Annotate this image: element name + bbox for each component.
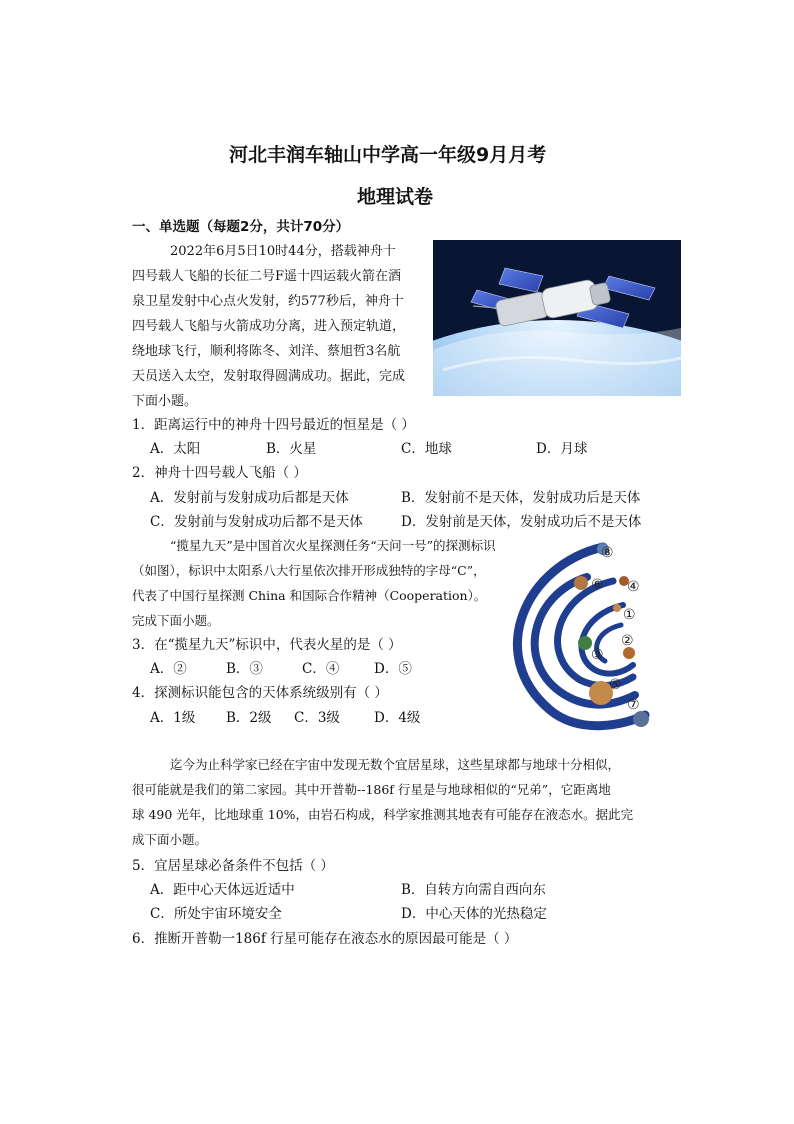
passage-3 — [132, 752, 633, 852]
question-1-stem: 1．距离运行中的神舟十四号最近的恒星是（ ） — [132, 417, 415, 433]
passage-2-line: 代表了中国行星探测 China 和国际合作精神（Cooperation）。 — [132, 588, 487, 603]
planet-6 — [574, 576, 588, 590]
section-heading: 一、单选题（每题2分，共计70分） — [132, 219, 350, 235]
passage-3-line: 成下面小题。 — [132, 832, 208, 847]
passage-1-line: 天员送入太空，发射取得圆满成功。据此，完成 — [132, 369, 406, 384]
passage-3-line: 球 490 光年，比地球重 10%，由岩石构成，科学家推测其地表有可能存在液态水。据此完 — [132, 807, 634, 822]
question-4-option-b[interactable]: B．2级 — [226, 710, 272, 726]
logo-number-1: ① — [623, 607, 636, 623]
logo-number-4: ④ — [627, 579, 640, 595]
question-4-option-d[interactable]: D．4级 — [374, 710, 421, 726]
passage-1-line: 泉卫星发射中心点火发射，约577秒后，神舟十 — [132, 294, 404, 309]
question-2-option-a[interactable]: A．发射前与发射成功后都是天体 — [150, 490, 349, 506]
planet-1 — [613, 604, 621, 612]
logo-number-5: ⑤ — [609, 677, 622, 693]
logo-number-2: ② — [621, 633, 634, 649]
planet-7 — [633, 711, 649, 727]
question-1-option-d[interactable]: D．月球 — [536, 441, 588, 457]
question-2-stem: 2．神舟十四号载人飞船（ ） — [132, 465, 307, 481]
question-6-stem: 6．推断开普勒一186f 行星可能存在液态水的原因最可能是（ ） — [132, 931, 518, 947]
question-5-option-d[interactable]: D．中心天体的光热稳定 — [401, 906, 547, 922]
question-2-option-c[interactable]: C．发射前与发射成功后都不是天体 — [150, 514, 363, 530]
passage-1-line: 四号载人飞船的长征二号F遥十四运载火箭在酒 — [132, 269, 402, 284]
passage-3-line: 很可能就是我们的第二家园。其中开普勒--186f 行星是与地球相似的“兄弟”，它距离地 — [132, 782, 611, 797]
logo-number-8: ⑧ — [601, 545, 614, 561]
question-1-option-a[interactable]: A．太阳 — [150, 441, 201, 457]
logo-number-6: ⑥ — [591, 577, 604, 593]
passage-1-line: 四号载人飞船与火箭成功分离，进入预定轨道， — [132, 319, 406, 334]
logo-number-7: ⑦ — [627, 697, 640, 713]
passage-2 — [132, 533, 496, 633]
question-4-stem: 4．探测标识能包含的天体系统级别有（ ） — [132, 685, 388, 701]
question-2-option-d[interactable]: D．发射前是天体，发射成功后不是天体 — [401, 514, 642, 530]
question-5-stem: 5．宜居星球必备条件不包括（ ） — [132, 858, 334, 874]
question-3-option-a[interactable]: A．② — [150, 661, 187, 677]
passage-2-line: 完成下面小题。 — [132, 613, 220, 628]
passage-3-line: 迄今为止科学家已经在宇宙中发现无数个宜居星球，这些星球都与地球十分相似， — [170, 757, 621, 772]
question-5-option-b[interactable]: B．自转方向需自西向东 — [401, 882, 546, 898]
question-5-option-c[interactable]: C．所处宇宙环境安全 — [150, 906, 282, 922]
exam-title: 河北丰润车轴山中学高一年级9月月考 — [229, 144, 547, 166]
passage-2-line: “揽星九天”是中国首次火星探测任务“天问一号”的探测标识 — [170, 538, 496, 553]
question-4-option-a[interactable]: A．1级 — [150, 710, 196, 726]
question-1-option-c[interactable]: C．地球 — [401, 441, 452, 457]
question-3-option-d[interactable]: D．⑤ — [374, 661, 412, 677]
question-3-stem: 3．在“揽星九天”标识中，代表火星的是（ ） — [132, 637, 402, 653]
planet-3 — [578, 636, 592, 650]
question-2-option-b[interactable]: B．发射前不是天体，发射成功后是天体 — [401, 490, 641, 506]
logo-number-3: ③ — [591, 647, 604, 663]
question-1-option-b[interactable]: B．火星 — [266, 441, 317, 457]
question-3-option-b[interactable]: B．③ — [226, 661, 263, 677]
spacecraft-illustration — [433, 240, 681, 396]
passage-1-line: 下面小题。 — [132, 394, 198, 409]
question-3-option-c[interactable]: C．④ — [302, 661, 340, 677]
passage-1-line: 2022年6月5日10时44分，搭载神舟十 — [170, 244, 396, 259]
passage-1-line: 绕地球飞行，顺利将陈冬、刘洋、蔡旭哲3名航 — [132, 344, 401, 359]
spacecraft-photo — [433, 240, 681, 396]
passage-2-line: （如图），标识中太阳系八大行星依次排开形成独特的字母“C”， — [132, 563, 486, 578]
question-4-option-c[interactable]: C．3级 — [294, 710, 340, 726]
tianwen-logo — [495, 535, 675, 740]
exam-subtitle: 地理试卷 — [357, 186, 434, 208]
passage-1 — [132, 239, 405, 414]
question-5-option-a[interactable]: A．距中心天体远近适中 — [150, 882, 295, 898]
